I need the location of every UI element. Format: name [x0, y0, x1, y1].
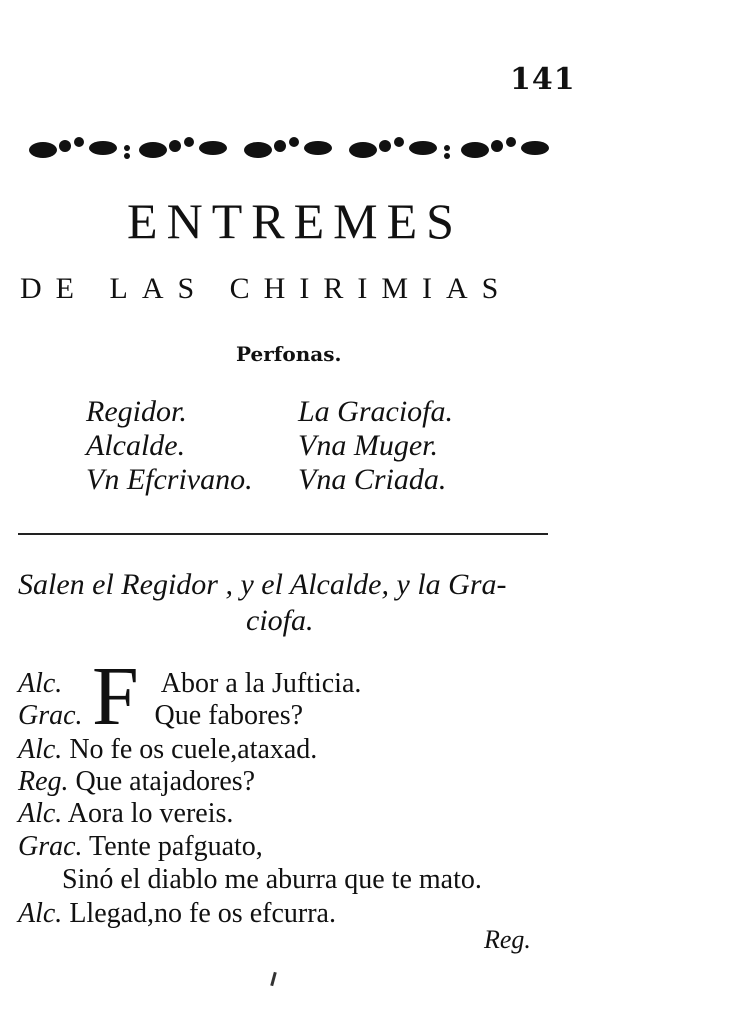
ornament-band — [25, 128, 560, 168]
dialogue-line — [18, 798, 233, 830]
horizontal-rule — [18, 533, 548, 535]
title: ENTREMES — [127, 193, 463, 249]
speaker: Alc. — [18, 668, 63, 699]
cast-member: Vna Criada. — [298, 463, 447, 496]
cast-member: La Graciofa. — [298, 395, 454, 428]
speaker: Alc. — [18, 734, 63, 765]
stage-direction-continued: ciofa. — [246, 604, 314, 637]
dialogue-line — [18, 734, 317, 766]
ornament-motif — [461, 137, 549, 158]
line-text: Abor a la Jufticia. — [160, 668, 362, 699]
cast-member: Regidor. — [86, 395, 187, 428]
line-text: Sinó el diablo me aburra que te mato. — [62, 864, 482, 895]
line-text: Tente pafguato, — [89, 831, 263, 862]
dialogue-line — [18, 831, 263, 863]
dialogue-line — [18, 766, 255, 798]
drop-cap: F — [92, 650, 139, 743]
line-text: Llegad,no fe os efcurra. — [69, 898, 336, 929]
line-text: Que fabores? — [154, 700, 304, 731]
ornament-motif — [29, 137, 117, 158]
dialogue-line — [18, 668, 361, 700]
ornament-motif — [349, 137, 437, 158]
catchword: Reg. — [484, 925, 531, 954]
speaker: Alc. — [18, 798, 63, 829]
dialogue-line — [62, 864, 482, 896]
speaker: Alc. — [18, 898, 63, 929]
line-text: Aora lo vereis. — [67, 798, 234, 829]
page-number: 141 — [510, 62, 576, 97]
speaker: Grac. — [18, 700, 83, 731]
personas-heading: Perfonas. — [236, 342, 342, 366]
cast-list-left — [86, 395, 253, 497]
dialogue-line — [18, 700, 303, 732]
line-text: No fe os cuele,ataxad. — [69, 734, 318, 765]
cast-member: Vn Efcrivano. — [86, 463, 253, 496]
cast-list-right — [298, 395, 453, 497]
ornament-motif — [244, 137, 332, 158]
speaker: Reg. — [18, 766, 69, 797]
dialogue-line — [18, 898, 336, 930]
stage-direction: Salen el Regidor , y el Alcalde, y la Gra- — [18, 568, 507, 601]
speaker: Grac. — [18, 831, 83, 862]
line-text: Que atajadores? — [75, 766, 256, 797]
ornament-motif — [139, 137, 227, 158]
subtitle: DE LAS CHIRIMIAS — [20, 272, 513, 305]
cast-member: Alcalde. — [86, 429, 186, 462]
cast-member: Vna Muger. — [298, 429, 438, 462]
ink-speck — [270, 972, 277, 986]
